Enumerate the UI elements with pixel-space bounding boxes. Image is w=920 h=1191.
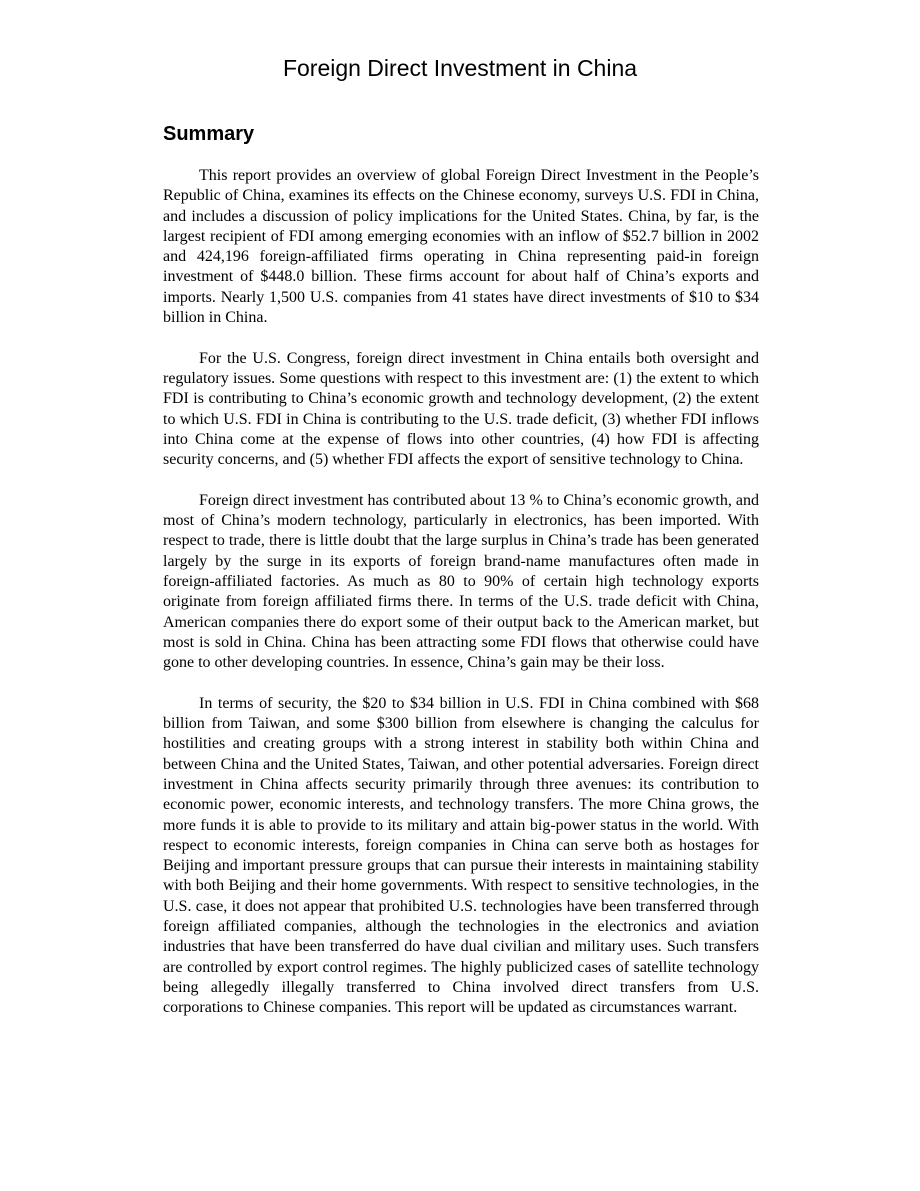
summary-body xyxy=(163,166,759,1018)
summary-paragraph-1: This report provides an overview of global Foreign Direct Investment in the People’s Republic of China, examines its effects on the Chinese economy, surveys U.S. FDI in China, and includes a discussion of policy implications for the United States. China, by far, is the largest recipient of FDI among emerging economies with an inflow of $52.7 billion in 2002 and 424,196 foreign-affiliated firms operating in China representing paid-in foreign investment of $448.0 billion. These firms account for about half of China’s exports and imports. Nearly 1,500 U.S. companies from 41 states have direct investments of $10 to $34 billion in China. xyxy=(163,167,759,327)
summary-paragraph-4: In terms of security, the $20 to $34 billion in U.S. FDI in China combined with $68 billion from Taiwan, and some $300 billion from elsewhere is changing the calculus for hostilities and creating groups with a strong interest in stability both within China and between China and the United States, Taiwan, and other potential adversaries. Foreign direct investment in China affects security primarily through three avenues: its contribution to economic power, economic interests, and technology transfers. The more China grows, the more funds it is able to provide to its military and attain big-power status in the world. With respect to economic interests, foreign companies in China can serve both as hostages for Beijing and important pressure groups that can pursue their interests in maintaining stability with both Beijing and their home governments. With respect to sensitive technologies, in the U.S. case, it does not appear that prohibited U.S. technologies have been transferred through foreign affiliated companies, although the technologies in the electronics and aviation industries that have been transferred do have dual civilian and military uses. Such transfers are controlled by export control regimes. The highly publicized cases of satellite technology being allegedly illegally transferred to China involved direct transfers from U.S. corporations to Chinese companies. This report will be updated as circumstances warrant. xyxy=(163,694,759,1017)
section-heading-summary: Summary xyxy=(163,123,255,145)
summary-paragraph-2: For the U.S. Congress, foreign direct investment in China entails both oversight and regulatory issues. Some questions with respect to this investment are: (1) the extent to which FDI is contributing to China’s economic growth and technology development, (2) the extent to which U.S. FDI in China is contributing to the U.S. trade deficit, (3) whether FDI inflows into China come at the expense of flows into other countries, (4) how FDI is affecting security concerns, and (5) whether FDI affects the export of sensitive technology to China. xyxy=(163,349,759,469)
document-title: Foreign Direct Investment in China xyxy=(282,55,638,81)
summary-paragraph-3: Foreign direct investment has contributed about 13 % to China’s economic growth, and most of China’s modern technology, particularly in electronics, has been imported. With respect to trade, there is little doubt that the large surplus in China’s trade has been generated largely by the surge in its exports of foreign brand-name manufactures often made in foreign-affiliated factories. As much as 80 to 90% of certain high technology exports originate from foreign affiliated firms there. In terms of the U.S. trade deficit with China, American companies there do export some of their output back to the American market, but most is sold in China. China has been attracting some FDI flows that otherwise could have gone to other developing countries. In essence, China’s gain may be their loss. xyxy=(163,491,759,672)
